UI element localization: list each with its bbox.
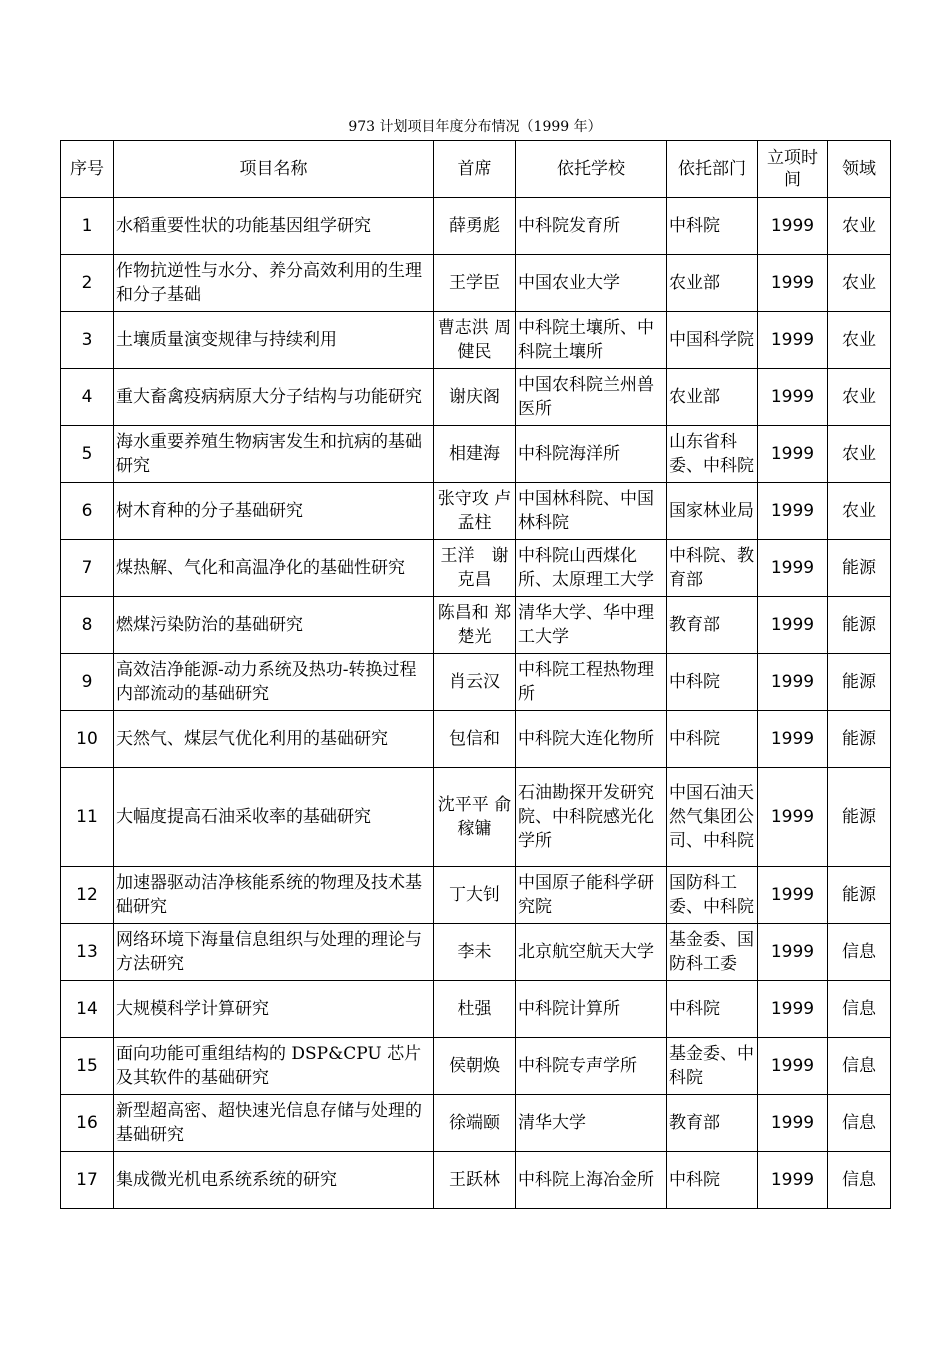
cell-year: 1999 — [758, 1152, 828, 1209]
table-row — [61, 426, 891, 483]
cell-dept: 农业部 — [667, 369, 758, 426]
page-title: 973 计划项目年度分布情况（1999 年） — [348, 119, 602, 135]
cell-project-name: 燃煤污染防治的基础研究 — [114, 597, 434, 654]
header-name: 项目名称 — [114, 141, 434, 198]
table-row — [61, 1038, 891, 1095]
cell-project-name: 大幅度提高石油采收率的基础研究 — [114, 768, 434, 867]
table-row — [61, 981, 891, 1038]
cell-project-name: 面向功能可重组结构的 DSP&CPU 芯片及其软件的基础研究 — [114, 1038, 434, 1095]
cell-chief: 徐端颐 — [434, 1095, 516, 1152]
cell-year: 1999 — [758, 1038, 828, 1095]
cell-no: 1 — [61, 198, 114, 255]
cell-chief: 王洋 谢克昌 — [434, 540, 516, 597]
cell-dept: 中国科学院 — [667, 312, 758, 369]
cell-school: 中科院海洋所 — [516, 426, 667, 483]
cell-school: 中科院发育所 — [516, 198, 667, 255]
cell-chief: 丁大钊 — [434, 867, 516, 924]
cell-dept: 山东省科委、中科院 — [667, 426, 758, 483]
cell-chief: 相建海 — [434, 426, 516, 483]
table-row — [61, 597, 891, 654]
cell-field: 农业 — [828, 198, 891, 255]
cell-project-name: 作物抗逆性与水分、养分高效利用的生理和分子基础 — [114, 255, 434, 312]
table-row — [61, 768, 891, 867]
cell-year: 1999 — [758, 312, 828, 369]
cell-no: 14 — [61, 981, 114, 1038]
cell-year: 1999 — [758, 711, 828, 768]
cell-no: 13 — [61, 924, 114, 981]
cell-dept: 国家林业局 — [667, 483, 758, 540]
cell-dept: 中科院 — [667, 198, 758, 255]
cell-project-name: 集成微光机电系统系统的研究 — [114, 1152, 434, 1209]
cell-chief: 侯朝焕 — [434, 1038, 516, 1095]
cell-field: 能源 — [828, 654, 891, 711]
cell-year: 1999 — [758, 597, 828, 654]
table-row — [61, 312, 891, 369]
cell-school: 中国原子能科学研究院 — [516, 867, 667, 924]
cell-school: 石油勘探开发研究院、中科院感光化学所 — [516, 768, 667, 867]
cell-chief: 曹志洪 周健民 — [434, 312, 516, 369]
table-row — [61, 924, 891, 981]
cell-project-name: 树木育种的分子基础研究 — [114, 483, 434, 540]
cell-no: 5 — [61, 426, 114, 483]
cell-chief: 包信和 — [434, 711, 516, 768]
table-row — [61, 540, 891, 597]
cell-chief: 沈平平 俞稼镛 — [434, 768, 516, 867]
cell-school: 中国农科院兰州兽医所 — [516, 369, 667, 426]
table-row — [61, 255, 891, 312]
cell-no: 4 — [61, 369, 114, 426]
cell-field: 信息 — [828, 981, 891, 1038]
cell-field: 农业 — [828, 426, 891, 483]
cell-field: 能源 — [828, 867, 891, 924]
header-year: 立项时间 — [758, 141, 828, 198]
table-row — [61, 654, 891, 711]
cell-school: 中国林科院、中国林科院 — [516, 483, 667, 540]
table-body — [61, 198, 891, 1209]
cell-no: 9 — [61, 654, 114, 711]
cell-dept: 基金委、中科院 — [667, 1038, 758, 1095]
cell-project-name: 高效洁净能源-动力系统及热功-转换过程内部流动的基础研究 — [114, 654, 434, 711]
table-row — [61, 483, 891, 540]
table-row — [61, 1152, 891, 1209]
cell-school: 中国农业大学 — [516, 255, 667, 312]
cell-year: 1999 — [758, 255, 828, 312]
cell-no: 15 — [61, 1038, 114, 1095]
cell-project-name: 加速器驱动洁净核能系统的物理及技术基础研究 — [114, 867, 434, 924]
cell-field: 农业 — [828, 255, 891, 312]
header-school: 依托学校 — [516, 141, 667, 198]
cell-dept: 农业部 — [667, 255, 758, 312]
cell-dept: 教育部 — [667, 597, 758, 654]
cell-school: 中科院山西煤化所、太原理工大学 — [516, 540, 667, 597]
cell-field: 农业 — [828, 369, 891, 426]
table-row — [61, 198, 891, 255]
cell-project-name: 海水重要养殖生物病害发生和抗病的基础研究 — [114, 426, 434, 483]
header-dept: 依托部门 — [667, 141, 758, 198]
cell-project-name: 新型超高密、超快速光信息存储与处理的基础研究 — [114, 1095, 434, 1152]
cell-field: 农业 — [828, 312, 891, 369]
table-row — [61, 867, 891, 924]
cell-field: 农业 — [828, 483, 891, 540]
cell-school: 中科院大连化物所 — [516, 711, 667, 768]
cell-year: 1999 — [758, 867, 828, 924]
table-row — [61, 369, 891, 426]
cell-chief: 薛勇彪 — [434, 198, 516, 255]
cell-year: 1999 — [758, 483, 828, 540]
cell-dept: 基金委、国防科工委 — [667, 924, 758, 981]
cell-no: 10 — [61, 711, 114, 768]
cell-field: 信息 — [828, 1038, 891, 1095]
cell-no: 8 — [61, 597, 114, 654]
cell-school: 中科院上海冶金所 — [516, 1152, 667, 1209]
cell-chief: 张守攻 卢孟柱 — [434, 483, 516, 540]
cell-project-name: 大规模科学计算研究 — [114, 981, 434, 1038]
cell-chief: 陈昌和 郑楚光 — [434, 597, 516, 654]
cell-year: 1999 — [758, 654, 828, 711]
cell-dept: 中科院、教育部 — [667, 540, 758, 597]
cell-chief: 肖云汉 — [434, 654, 516, 711]
cell-dept: 教育部 — [667, 1095, 758, 1152]
header-field: 领域 — [828, 141, 891, 198]
cell-school: 中科院土壤所、中科院土壤所 — [516, 312, 667, 369]
cell-year: 1999 — [758, 540, 828, 597]
cell-project-name: 天然气、煤层气优化利用的基础研究 — [114, 711, 434, 768]
cell-school: 清华大学 — [516, 1095, 667, 1152]
cell-year: 1999 — [758, 924, 828, 981]
cell-no: 16 — [61, 1095, 114, 1152]
cell-no: 17 — [61, 1152, 114, 1209]
cell-chief: 谢庆阁 — [434, 369, 516, 426]
cell-no: 2 — [61, 255, 114, 312]
cell-field: 能源 — [828, 711, 891, 768]
cell-year: 1999 — [758, 1095, 828, 1152]
cell-chief: 王跃林 — [434, 1152, 516, 1209]
cell-no: 11 — [61, 768, 114, 867]
cell-field: 信息 — [828, 924, 891, 981]
cell-field: 能源 — [828, 768, 891, 867]
cell-year: 1999 — [758, 198, 828, 255]
cell-year: 1999 — [758, 369, 828, 426]
cell-year: 1999 — [758, 426, 828, 483]
cell-chief: 王学臣 — [434, 255, 516, 312]
cell-no: 12 — [61, 867, 114, 924]
cell-year: 1999 — [758, 981, 828, 1038]
cell-dept: 中国石油天然气集团公司、中科院 — [667, 768, 758, 867]
cell-project-name: 土壤质量演变规律与持续利用 — [114, 312, 434, 369]
project-table — [60, 140, 891, 1209]
cell-field: 能源 — [828, 540, 891, 597]
cell-year: 1999 — [758, 768, 828, 867]
cell-school: 中科院计算所 — [516, 981, 667, 1038]
cell-dept: 中科院 — [667, 654, 758, 711]
cell-no: 6 — [61, 483, 114, 540]
cell-chief: 李未 — [434, 924, 516, 981]
cell-chief: 杜强 — [434, 981, 516, 1038]
header-row — [61, 141, 891, 198]
cell-dept: 国防科工委、中科院 — [667, 867, 758, 924]
cell-school: 中科院专声学所 — [516, 1038, 667, 1095]
cell-dept: 中科院 — [667, 1152, 758, 1209]
cell-school: 北京航空航天大学 — [516, 924, 667, 981]
cell-field: 信息 — [828, 1095, 891, 1152]
header-no: 序号 — [61, 141, 114, 198]
cell-dept: 中科院 — [667, 981, 758, 1038]
cell-project-name: 网络环境下海量信息组织与处理的理论与方法研究 — [114, 924, 434, 981]
cell-project-name: 水稻重要性状的功能基因组学研究 — [114, 198, 434, 255]
cell-school: 中科院工程热物理所 — [516, 654, 667, 711]
header-chief: 首席 — [434, 141, 516, 198]
cell-field: 能源 — [828, 597, 891, 654]
cell-no: 7 — [61, 540, 114, 597]
cell-dept: 中科院 — [667, 711, 758, 768]
table-row — [61, 711, 891, 768]
cell-project-name: 重大畜禽疫病病原大分子结构与功能研究 — [114, 369, 434, 426]
cell-school: 清华大学、华中理工大学 — [516, 597, 667, 654]
table-row — [61, 1095, 891, 1152]
cell-no: 3 — [61, 312, 114, 369]
cell-field: 信息 — [828, 1152, 891, 1209]
cell-project-name: 煤热解、气化和高温净化的基础性研究 — [114, 540, 434, 597]
